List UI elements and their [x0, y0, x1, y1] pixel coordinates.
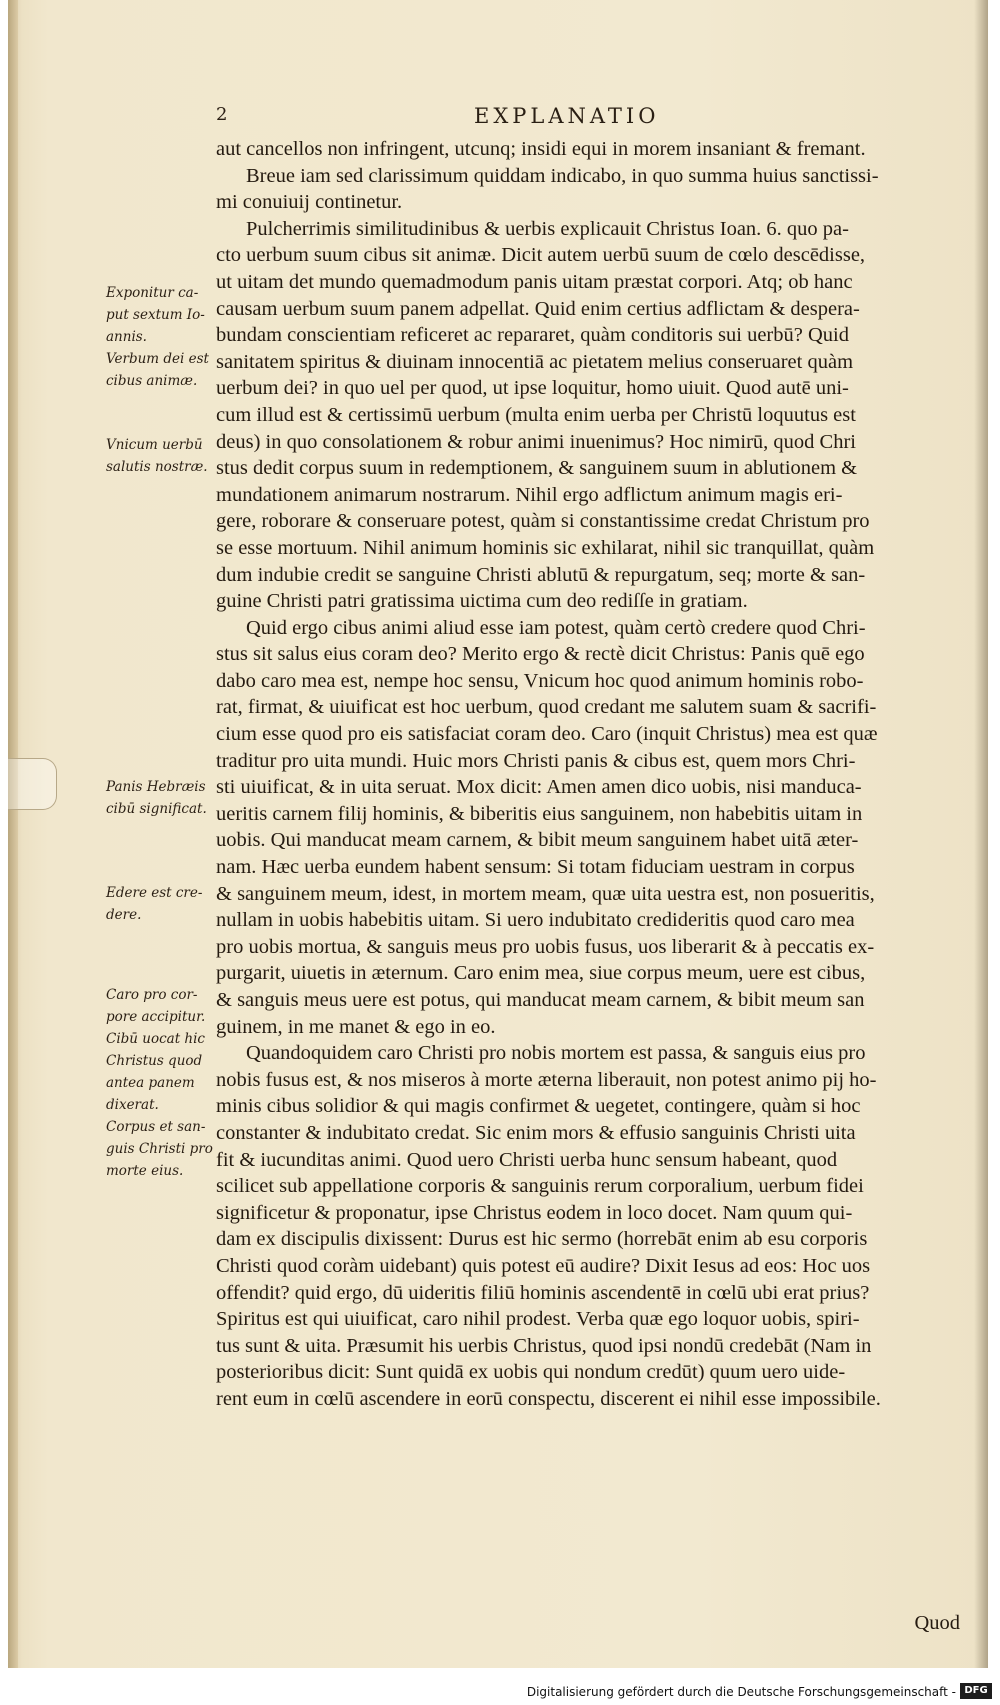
- text-line: gere, roborare & conseruare potest, quàm si constantissime credat Christum pro: [216, 510, 870, 533]
- page-clip-tab: [8, 758, 57, 810]
- text-line: offendit? quid ergo, dū uideritis filiū hominis ascendentē in cœlū ubi erat prius?: [216, 1281, 870, 1304]
- text-line: stus sit salus eius coram deo? Merito ergo & rectè dicit Christus: Panis quē ego: [216, 643, 865, 666]
- text-line: stus dedit corpus suum in redemptionem, & sanguinem suum in ablutionem &: [216, 457, 858, 480]
- text-line: constanter & indubitato credat. Sic enim mors & effusio sanguinis Christi uita: [216, 1121, 856, 1144]
- marginal-note: Edere est cre- dere.: [106, 885, 203, 923]
- text-line: guinem, in me manet & ego in eo.: [216, 1015, 496, 1038]
- text-line: Pulcherrimis similitudinibus & uerbis explicauit Christus Ioan. 6. quo pa-: [246, 217, 849, 240]
- text-line: sti uiuificat, & in uita seruat. Mox dicit: Amen amen dico uobis, nisi manduca-: [216, 776, 862, 799]
- main-text-block: [216, 136, 956, 1413]
- text-line: significetur & proponatur, ipse Christus eodem in loco docet. Nam quum qui-: [216, 1201, 853, 1224]
- text-line: rent eum in cœlū ascendere in eorū conspectu, discerent ei nihil esse impossibile.: [216, 1387, 881, 1410]
- text-line: traditur pro uita mundi. Huic mors Christi panis & cibus est, quem mors Chri-: [216, 749, 856, 772]
- marginal-note: Vnicum uerbū salutis nostræ.: [106, 437, 208, 475]
- funding-credit: Digitalisierung gefördert durch die Deutsche Forschungsgemeinschaft -: [526, 1685, 956, 1699]
- text-line: nobis fusus est, & nos miseros à morte æterna liberauit, non potest animo pij ho-: [216, 1068, 877, 1091]
- text-line: dum indubie credit se sanguine Christi ablutū & repurgatum, seq; morte & san-: [216, 563, 866, 586]
- text-line: & sanguis meus uere est potus, qui manducat meam carnem, & bibit meum san: [216, 989, 865, 1011]
- text-line: cto uerbum suum cibus sit animæ. Dicit autem uerbū suum de cœlo descēdisse,: [216, 244, 866, 267]
- text-line: dam ex discipulis dixissent: Durus est hic sermo (horrebāt enim ab esu corporis: [216, 1228, 868, 1251]
- dfg-logo: DFG: [960, 1683, 992, 1699]
- page-number: 2: [216, 104, 228, 125]
- running-title: EXPLANATIO: [474, 104, 660, 128]
- text-line: mi conuiuij continetur.: [216, 191, 403, 214]
- text-line: Breue iam sed clarissimum quiddam indicabo, in quo summa huius sanctissi-: [246, 164, 879, 187]
- text-line: se esse mortuum. Nihil animum hominis sic exhilarat, nihil sic tranquillat, quàm: [216, 536, 875, 559]
- text-line: ut uitam det mundo quemadmodum panis uitam præstat corpori. Atq; ob hanc: [216, 270, 853, 293]
- text-line: Spiritus est qui uiuificat, caro nihil prodest. Verba quæ ego loquor uobis, spiri-: [216, 1308, 860, 1331]
- marginal-note: Caro pro cor- pore accipitur. Cibū uocat hic Christus quod antea panem dixerat. Corpus et san- guis Christi pro morte eius.: [106, 987, 213, 1179]
- text-line: cum illud est & certissimū uerbum (multa enim uerba per Christū loquutus est: [216, 403, 856, 426]
- text-line: Quandoquidem caro Christi pro nobis mortem est passa, & sanguis eius pro: [246, 1042, 866, 1065]
- text-line: causam uerbum suum panem adpellat. Quid enim certius adflictam & despera-: [216, 297, 860, 320]
- text-line: tus sunt & uita. Præsumit his uerbis Christus, quod ipsi nondū credebāt (Nam in: [216, 1334, 872, 1357]
- text-line: nullam in uobis habebitis uitam. Si uero indubitato credideritis quod caro mea: [216, 909, 855, 932]
- text-line: bundam conscientiam reficeret ac repararet, quàm conditoris sui uerbū? Quid: [216, 324, 849, 347]
- text-line: pro uobis mortua, & sanguis meus pro uobis fusus, uos liberarit & à peccatis ex-: [216, 935, 875, 958]
- text-line: Christi quod coràm uidebant) quis potest eū audire? Dixit Iesus ad eos: Hoc uos: [216, 1254, 871, 1277]
- text-line: cium esse quod pro eis satisfaciat coram deo. Caro (inquit Christus) mea est quæ: [216, 723, 878, 746]
- running-head: [216, 104, 964, 130]
- text-line: minis cibus solidior & qui magis confirmet & uegetet, contingere, quàm si hoc: [216, 1095, 861, 1118]
- text-line: uerbum dei? in quo uel per quod, ut ipse loquitur, homo uiuit. Quod autē uni-: [216, 377, 849, 400]
- text-line: mundationem animarum nostrarum. Nihil ergo adflictum animum magis eri-: [216, 483, 843, 506]
- marginal-note: Exponitur ca- put sextum Io- annis.: [106, 285, 205, 345]
- page-edge-shadow: [974, 0, 988, 1668]
- text-line: nam. Hæc uerba eundem habent sensum: Si totam fiduciam uestram in corpus: [216, 856, 855, 879]
- text-line: posterioribus dicit: Sunt quidā ex uobis qui nondum credūt) quum uero uide-: [216, 1361, 846, 1384]
- text-line: & sanguinem meum, idest, in mortem meam, quæ uita uestra est, non posueritis,: [216, 882, 875, 905]
- text-line: deus) in quo consolationem & robur animi inuenimus? Hoc nimirū, quod Chri: [216, 430, 856, 453]
- marginal-note: Verbum dei est cibus animæ.: [106, 351, 209, 389]
- text-line: dabo caro mea est, nempe hoc sensu, Vnicum hoc quod animum hominis robo-: [216, 669, 864, 692]
- text-line: fit & iucunditas animi. Quod uero Christi uerba hunc sensum habeant, quod: [216, 1148, 838, 1171]
- catchword: Quod: [914, 1612, 960, 1634]
- text-line: guine Christi patri gratissima uictima cum deo rediſſe in gratiam.: [216, 590, 748, 613]
- text-line: sanitatem spiritus & diuinam innocentiā ac pietatem melius conseruaret quàm: [216, 350, 854, 373]
- text-line: scilicet sub appellatione corporis & sanguinis rerum corporalium, uerbum fidei: [216, 1175, 864, 1198]
- text-line: ueritis carnem filij hominis, & biberitis eius sanguinem, non habebitis uitam in: [216, 802, 863, 825]
- gutter-shadow: [8, 0, 18, 1668]
- text-line: aut cancellos non infringent, utcunq; insidi equi in morem insaniant & fremant.: [216, 138, 866, 160]
- text-line: Quid ergo cibus animi aliud esse iam potest, quàm certò credere quod Chri-: [246, 616, 866, 639]
- text-line: uobis. Qui manducat meam carnem, & bibit meum sanguinem habet uitā æter-: [216, 829, 859, 852]
- marginal-note: Panis Hebræis cibū significat.: [106, 779, 207, 817]
- text-line: rat, firmat, & uiuificat est hoc uerbum, quod credant me salutem suam & sacrifi-: [216, 696, 877, 719]
- text-line: purgarit, uiuetis in æternum. Caro enim mea, siue corpus meum, uere est cibus,: [216, 962, 866, 985]
